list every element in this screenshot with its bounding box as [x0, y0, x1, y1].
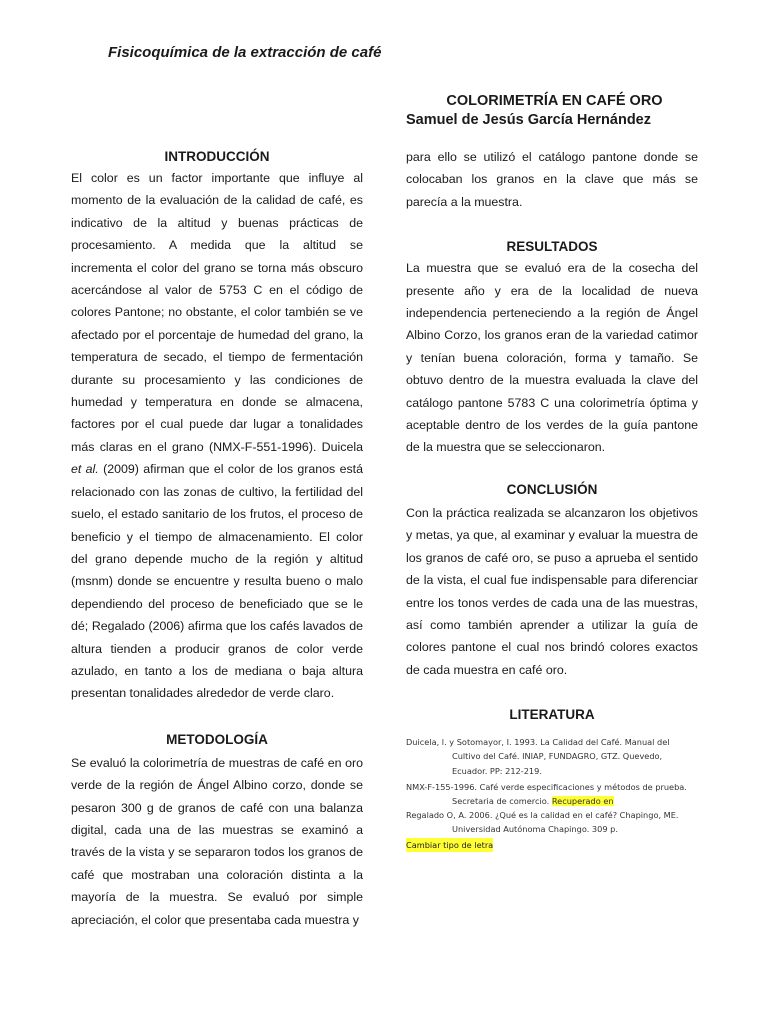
reference-list: [406, 735, 698, 852]
left-column: [71, 147, 363, 931]
reference-item: Duicela, l. y Sotomayor, I. 1993. La Calidad del Café. Manual del Cultivo del Café. INIAP, FUNDAGRO, GTZ. Quevedo, Ecuador. PP: 212-219.: [406, 737, 670, 776]
resultados-heading: RESULTADOS: [506, 239, 598, 255]
metodologia-continuation: para ello se utilizó el catálogo pantone donde se colocaban los granos en la clave que más se parecía a la muestra.: [406, 150, 698, 209]
reference-item: [406, 780, 698, 808]
reference-item: Regalado O, A. 2006. ¿Qué es la calidad en el café? Chapingo, ME. Universidad Autónoma Chapingo. 309 p.: [406, 810, 679, 835]
document-title: COLORIMETRÍA EN CAFÉ ORO: [446, 93, 663, 109]
right-column: [406, 146, 698, 852]
introduccion-heading: INTRODUCCIÓN: [164, 149, 270, 164]
conclusion-heading: CONCLUSIÓN: [506, 481, 598, 497]
resultados-paragraph: La muestra que se evaluó era de la cosecha del presente año y era de la localidad de nueva independencia perteneciendo a la región de Ángel Albino Corzo, los granos eran de la variedad catimor y tenían buena coloración, forma y tamaño. Se obtuvo dentro de la muestra evaluada la clave del catálogo pantone 5783 C una colorimetría óptima y aceptable dentro de los verdes de la guía pantone de la muestra que se seleccionaron.: [406, 261, 698, 455]
comment-note: Cambiar tipo de letra: [406, 838, 493, 852]
conclusion-paragraph: Con la práctica realizada se alcanzaron los objetivos y metas, ya que, al examinar y evaluar la muestra de los granos de café oro, se puso a aprueba el sentido de la vista, el cual fue indispensable para diferenciar entre los tonos verdes de cada una de las muestras, así como también aprender a utilizar la guía de colores pantone el cual nos brindó colores exactos de cada muestra en café oro.: [406, 505, 698, 677]
document-author: Samuel de Jesús García Hernández: [406, 112, 651, 128]
et-al: et al.: [71, 462, 99, 477]
reference-text: NMX-F-155-1996. Café verde especificaciones y métodos de prueba. Secretaria de comercio.: [406, 781, 687, 806]
metodologia-heading: METODOLOGÍA: [166, 731, 268, 747]
header-title: Fisicoquímica de la extracción de café: [108, 44, 382, 61]
introduccion-text-before: El color es un factor importante que influye al momento de la evaluación de la calidad de café, es indicativo de la altitud y buenas prácticas de procesamiento. A medida que la altitud se incrementa el color del grano se torna más obscuro acercándose al valor de 5753 C en el código de colores Pantone; no obstante, el color también se ve afectado por el porcentaje de humedad del grano, la temperatura de secado, el tiempo de fermentación durante su procesamiento y las condiciones de humedad y temperatura en donde se almacena, factores por el cual puede dar lugar a tonalidades más claras en el grano (NMX-F-551-1996). Duicela: [71, 171, 363, 454]
introduccion-text-after: (2009) afirman que el color de los granos está relacionado con las zonas de cultivo, la fertilidad del suelo, el estado sanitario de los frutos, el proceso de beneficio y el tiempo de almacenamiento. El color del grano depende mucho de la región y altitud (msnm) donde se encuentre y resulta bueno o malo dependiendo del proceso de beneficiado que se le dé; Regalado (2006) afirma que los cafés lavados de altura tienden a producir granos de color verde azulado, en tanto a los de mediana o baja altura presentan tonalidades alrededor de verde claro.: [71, 462, 363, 701]
highlighted-text: Recuperado en: [551, 795, 614, 806]
metodologia-paragraph: Se evaluó la colorimetría de muestras de café en oro verde de la región de Ángel Albino corzo, donde se pesaron 300 g de granos de café con una balanza digital, cada una de las muestras se examinó a través de la vista y se separaron todos los granos de café que mostraban una coloración distinta a la mayoría de la muestra. Se evaluó por simple apreciación, el color que presentaba cada muestra y: [71, 755, 363, 927]
literatura-heading: LITERATURA: [509, 707, 595, 723]
introduccion-paragraph: [71, 167, 363, 705]
